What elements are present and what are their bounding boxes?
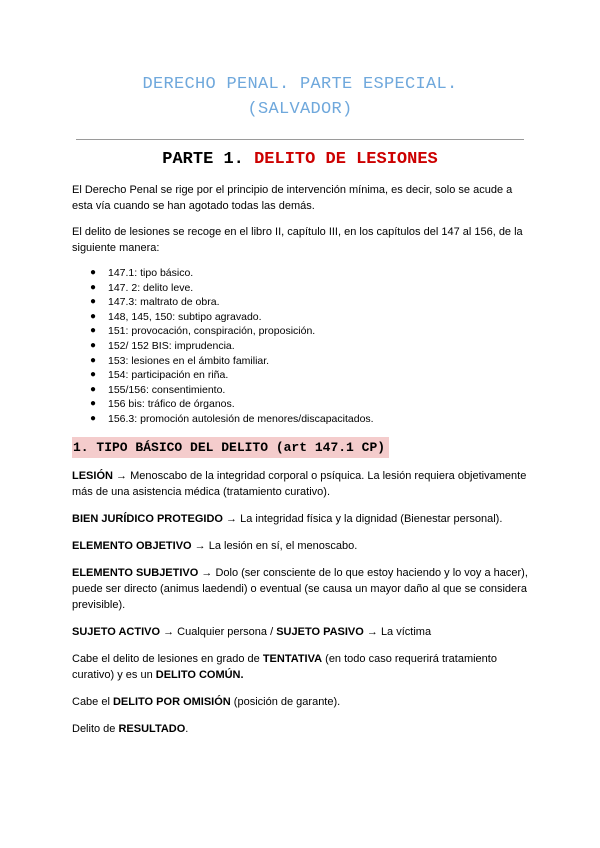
omision-paragraph: Cabe el DELITO POR OMISIÓN (posición de garante). xyxy=(72,695,341,708)
list-item: ● 147. 2: delito leve. xyxy=(90,281,194,294)
elemento-subjetivo-paragraph: ELEMENTO SUBJETIVO → Dolo (ser consciente de lo que estoy haciendo y lo voy a hacer), puede ser directo (animus laedendi) o eventual (se causa un mayor daño al que se considera previsible). xyxy=(72,566,528,611)
bullet-icon: ● xyxy=(90,369,97,381)
bullet-icon: ● xyxy=(90,398,97,410)
divider xyxy=(76,139,524,140)
bullet-icon: ● xyxy=(90,310,97,322)
list-item: ● 154: participación en riña. xyxy=(90,369,229,382)
sujetos-paragraph: SUJETO ACTIVO → Cualquier persona / SUJETO PASIVO → La víctima xyxy=(72,625,432,638)
resultado-paragraph: Delito de RESULTADO. xyxy=(72,722,189,735)
section-1-heading: 1. TIPO BÁSICO DEL DELITO (art 147.1 CP) xyxy=(72,437,389,458)
tentativa-paragraph: Cabe el delito de lesiones en grado de TENTATIVA (en todo caso requerirá tratamiento curativo) y es un DELITO COMÚN. xyxy=(72,652,497,681)
title-line-1: DERECHO PENAL. PARTE ESPECIAL. xyxy=(142,75,458,94)
list-item: ● 156 bis: tráfico de órganos. xyxy=(90,398,235,411)
bullet-icon: ● xyxy=(90,325,97,337)
lesion-paragraph: LESIÓN → Menoscabo de la integridad corporal o psíquica. La lesión requiera objetivamente más de una asistencia médica (tratamiento curativo). xyxy=(72,469,527,498)
intro-paragraph-2: El delito de lesiones se recoge en el libro II, capítulo III, en los capítulos del 147 al 156, de la siguiente manera: xyxy=(72,226,523,254)
bullet-icon: ● xyxy=(90,412,97,424)
bullet-icon: ● xyxy=(90,281,97,293)
section-1-heading-row xyxy=(72,437,532,458)
bullet-icon: ● xyxy=(90,339,97,351)
list-item: ● 152/ 152 BIS: imprudencia. xyxy=(90,339,235,352)
bullet-icon: ● xyxy=(90,354,97,366)
bullet-icon: ● xyxy=(90,267,97,278)
list-item: ● 148, 145, 150: subtipo agravado. xyxy=(90,310,262,323)
title-line-2: (SALVADOR) xyxy=(247,100,353,119)
bullet-icon: ● xyxy=(90,383,97,395)
document-title xyxy=(72,72,528,122)
part-label: PARTE 1. xyxy=(162,150,244,169)
elemento-objetivo-paragraph: ELEMENTO OBJETIVO → La lesión en sí, el menoscabo. xyxy=(72,539,358,552)
list-item: ● 151: provocación, conspiración, proposición. xyxy=(90,325,316,338)
list-item: ● 147.1: tipo básico. xyxy=(90,267,194,279)
list-item: ● 155/156: consentimiento. xyxy=(90,383,226,396)
part-heading xyxy=(72,149,528,171)
list-item: ● 156.3: promoción autolesión de menores/discapacitados. xyxy=(90,412,374,425)
intro-paragraph-1: El Derecho Penal se rige por el principio de intervención mínima, es decir, solo se acude a esta vía cuando se han agotado todas las demás. xyxy=(72,184,513,212)
list-item: ● 147.3: maltrato de obra. xyxy=(90,296,220,309)
articles-list xyxy=(72,266,532,427)
list-item: ● 153: lesiones en el ámbito familiar. xyxy=(90,354,270,367)
part-title: DELITO DE LESIONES xyxy=(254,150,438,169)
bullet-icon: ● xyxy=(90,296,97,308)
content-body xyxy=(72,182,532,737)
bien-juridico-paragraph: BIEN JURÍDICO PROTEGIDO → La integridad física y la dignidad (Bienestar personal). xyxy=(72,512,503,525)
